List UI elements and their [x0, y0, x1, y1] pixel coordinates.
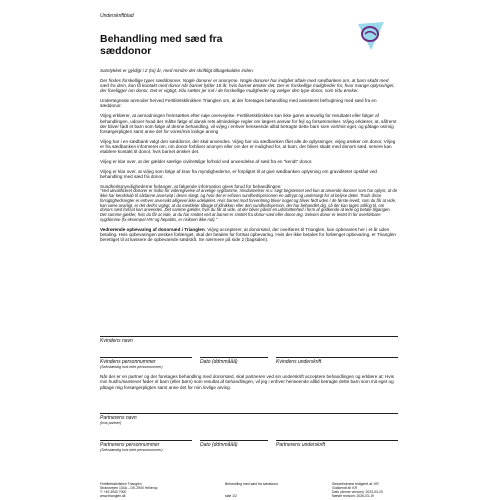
- document-body: [100, 68, 398, 247]
- partner-name-label: Partnerens navn: [100, 415, 137, 421]
- partner-name-line[interactable]: [100, 413, 398, 414]
- paragraph: Vi/jeg er klar over, at der gælder særlige civilretslige forhold ved anvendelse af sæd fra en "kendt" donor.: [100, 159, 313, 165]
- woman-cpr-label: Kvindens personnummer: [100, 359, 156, 365]
- storage-paragraph: [100, 227, 398, 243]
- partner-signature-label: Partnerens underskrift: [276, 442, 326, 448]
- footer-line: Godkendt af: KR: [332, 486, 358, 490]
- woman-name-label: Kvindens navn: [100, 338, 133, 344]
- subtitle: Samtykket er gyldigt i 2 (to) år, med mindre det skriftligt tilbagekaldes inden.: [100, 68, 254, 73]
- woman-date-label: Dato (ddmmååå): [200, 359, 238, 365]
- partner-cpr-note: (Selvstændig hvis intet personnummer): [100, 448, 163, 452]
- woman-name-line[interactable]: [100, 336, 398, 337]
- footer-line: Næste revision: 2026-03-19: [332, 494, 374, 498]
- footer-line: Strandvejen 104A – DK-2900 Hellerup: [100, 486, 158, 490]
- partner-signature-line[interactable]: [276, 440, 398, 441]
- woman-cpr-note: (Selvstændig hvis intet personnummer): [100, 365, 163, 369]
- law-intro: Sundhedsmyndighederne forlanger, at følgende information gives forud for behandlingen:: [100, 184, 282, 190]
- partner-date-line[interactable]: [200, 440, 268, 441]
- partner-date-label: Dato (ddmmååå): [200, 442, 238, 448]
- footer-doc-info: [225, 482, 278, 498]
- page-number: side 1/2: [225, 494, 237, 498]
- storage-text: . Vi/jeg accepterer, at donorsæd, der overføres til Trianglen, kan opbevares her i et år uden betaling. Hvis opbevaringen ønskes forlænget, skal der betales for fortsat opbevaring. Hvis der ikke betales for forlænget opbevaring, er Trianglen berettiget til at kassere de opbevarede sædstrå. Se nærmere på side 2 (bagsiden).: [100, 226, 396, 243]
- partner-cpr-line[interactable]: [100, 440, 192, 441]
- footer-line: Behandling med sæd fra sæddonor: [225, 482, 279, 486]
- paragraph: Vi/jeg erklærer, at anmodningen fremsættes efter nøje overvejelse. Fertilitetsklinikken kan ikke gøres ansvarlig for resultatet eller følger af behandlingen, udover hvad der måtte følge af dansk rets almindelige regler om lægers ansvar for fejl og forsømmelser. Vi/jeg erklærer, at, såfremt der bliver født et barn som følge af denne behandling, vil vi/jeg i enhver henseende alltid betragte dette barn som vort/mit eget, og påtage os/mig forsørgerpligten samt anse det for vores/min lovlige arving: [100, 113, 397, 135]
- header-tag: Underskriftblad: [100, 13, 134, 19]
- trianglen-logo-icon: [354, 18, 388, 52]
- paragraph: Vi/jeg er klar over, at vi/jeg som følge af krav fra myndighederne, er forpligtet til at give sædbanken oplysning om graviditetet opståel ved behandling med sæd fra donor.: [100, 169, 377, 180]
- title-line-1: Behandling med sæd fra: [100, 33, 223, 45]
- footer-line: www.trianglen.dk: [100, 494, 126, 498]
- footer-line: Fertilitetsklinikken Trianglen: [100, 482, 142, 486]
- paragraph: Vi/jeg har i en sædbank valgt den sæddonor, der skal anvendes. Vi/jeg har via sædbanken fået alle de oplysninger, vi/jeg ønsker om donor. Vi/jeg er fra sædbanken informeret om, om donor forbliver anonym eller om der er mulighed for, at barn, der bliver skabt med donors sæd, senere kan etablere kontakt til donor, hvis barnet ønsker det.: [100, 138, 396, 155]
- woman-cpr-line[interactable]: [100, 357, 192, 358]
- partner-name-note: (hvis partner): [100, 421, 122, 425]
- law-quote: "Ved ukvalificeret donorer er risiko for videregivelse af arvelige sygdomme, misdannelser m.v. søgt begrænset ved kun at anvende donorer som har oplyst, at de ikke har kendskab til sådanne arvesviqt i deres slægt, og hvor det er erfaren sundhedspersonen en udtrypt og undersøgt for at belyse dette. Trods disse forsigtighedsregler er enhver arvesvikt alligevel ikke udelukket. Hvis barnet mod forventning bliver noget og bliver født uden / de første levelt, som du får at vide, kan være arveligt, er det derfor vigtigt, at du meddeler tilbage til klinikken eller den sundhedsperson, der har behandlet dig, så der kan tages stilling til, om donors sæd fortsat kan anvendes. Det samme gælder, hvis du får at vide, at der bliver påvist en udsmittenhed i form af godkende at lede og betale tilgangen. Det samme gælder, hvis du får at vide, at du har smittet ved at barnet er smittet fra donor-sæd eller donor-æg. Selvom donor er testet fri for overførbare sygdomme (fx eksempel HIV og hepatitis, er risikoen ikke nul).": [100, 188, 398, 222]
- storage-heading: Vedrørende opbevaring af donorsæd i Trianglen: [100, 226, 205, 232]
- woman-signature-line[interactable]: [276, 357, 398, 358]
- paragraph: Undertegnede anmoder herved Fertilitetsklinikken Trianglen om, at der foretages behandling med assisteret befrugtning med sæd fra en sæddonor.: [100, 98, 377, 109]
- partner-cpr-label: Partnerens personnummer: [100, 442, 160, 448]
- title-line-2: sæddonor: [100, 45, 152, 57]
- footer-line: Slesvet/senest redigeret af: KR: [332, 482, 379, 486]
- page-title: [100, 33, 350, 57]
- footer-line: T: +45 3940 7000: [100, 490, 127, 494]
- footer-revision-info: [332, 482, 383, 498]
- footer-line: Dato (denne version): 2023-03-20: [332, 490, 383, 494]
- partner-declaration: Når der er en partner og der foretages behandling med donorsæd, skal partneren ved sin underskrift acceptere behandlingen og erklære at: Hvis min husfru/samlever føder et barn (eller børn) som resultat af behandlingen, vil jeg i enhver henseende alltid betragte dette barn som mit eget og påtage mig forsørgerpligten samt anse det for min lovlige arving.: [100, 374, 394, 390]
- woman-signature-label: Kvindens underskrift: [276, 359, 322, 365]
- footer-clinic-info: [100, 482, 158, 498]
- paragraph: Der findes forskellige typer sæddonorer. Nogle donorer er anonyme. Nogle donorer har indgået aftale med sædbanken om, at barn skabt med sæd fra dem, kan få kontakt med donor når barnet fylder 18 år, hvis barnet ønsker det. Der er forskellige muligheder for, hvor mange oplysninger, der foreligger om donor. Det er vigtigt, I/du sætter jer ind i de forskellige muligheder og vælger den type donor, som I/du ønsker.: [100, 77, 395, 94]
- woman-date-line[interactable]: [200, 357, 268, 358]
